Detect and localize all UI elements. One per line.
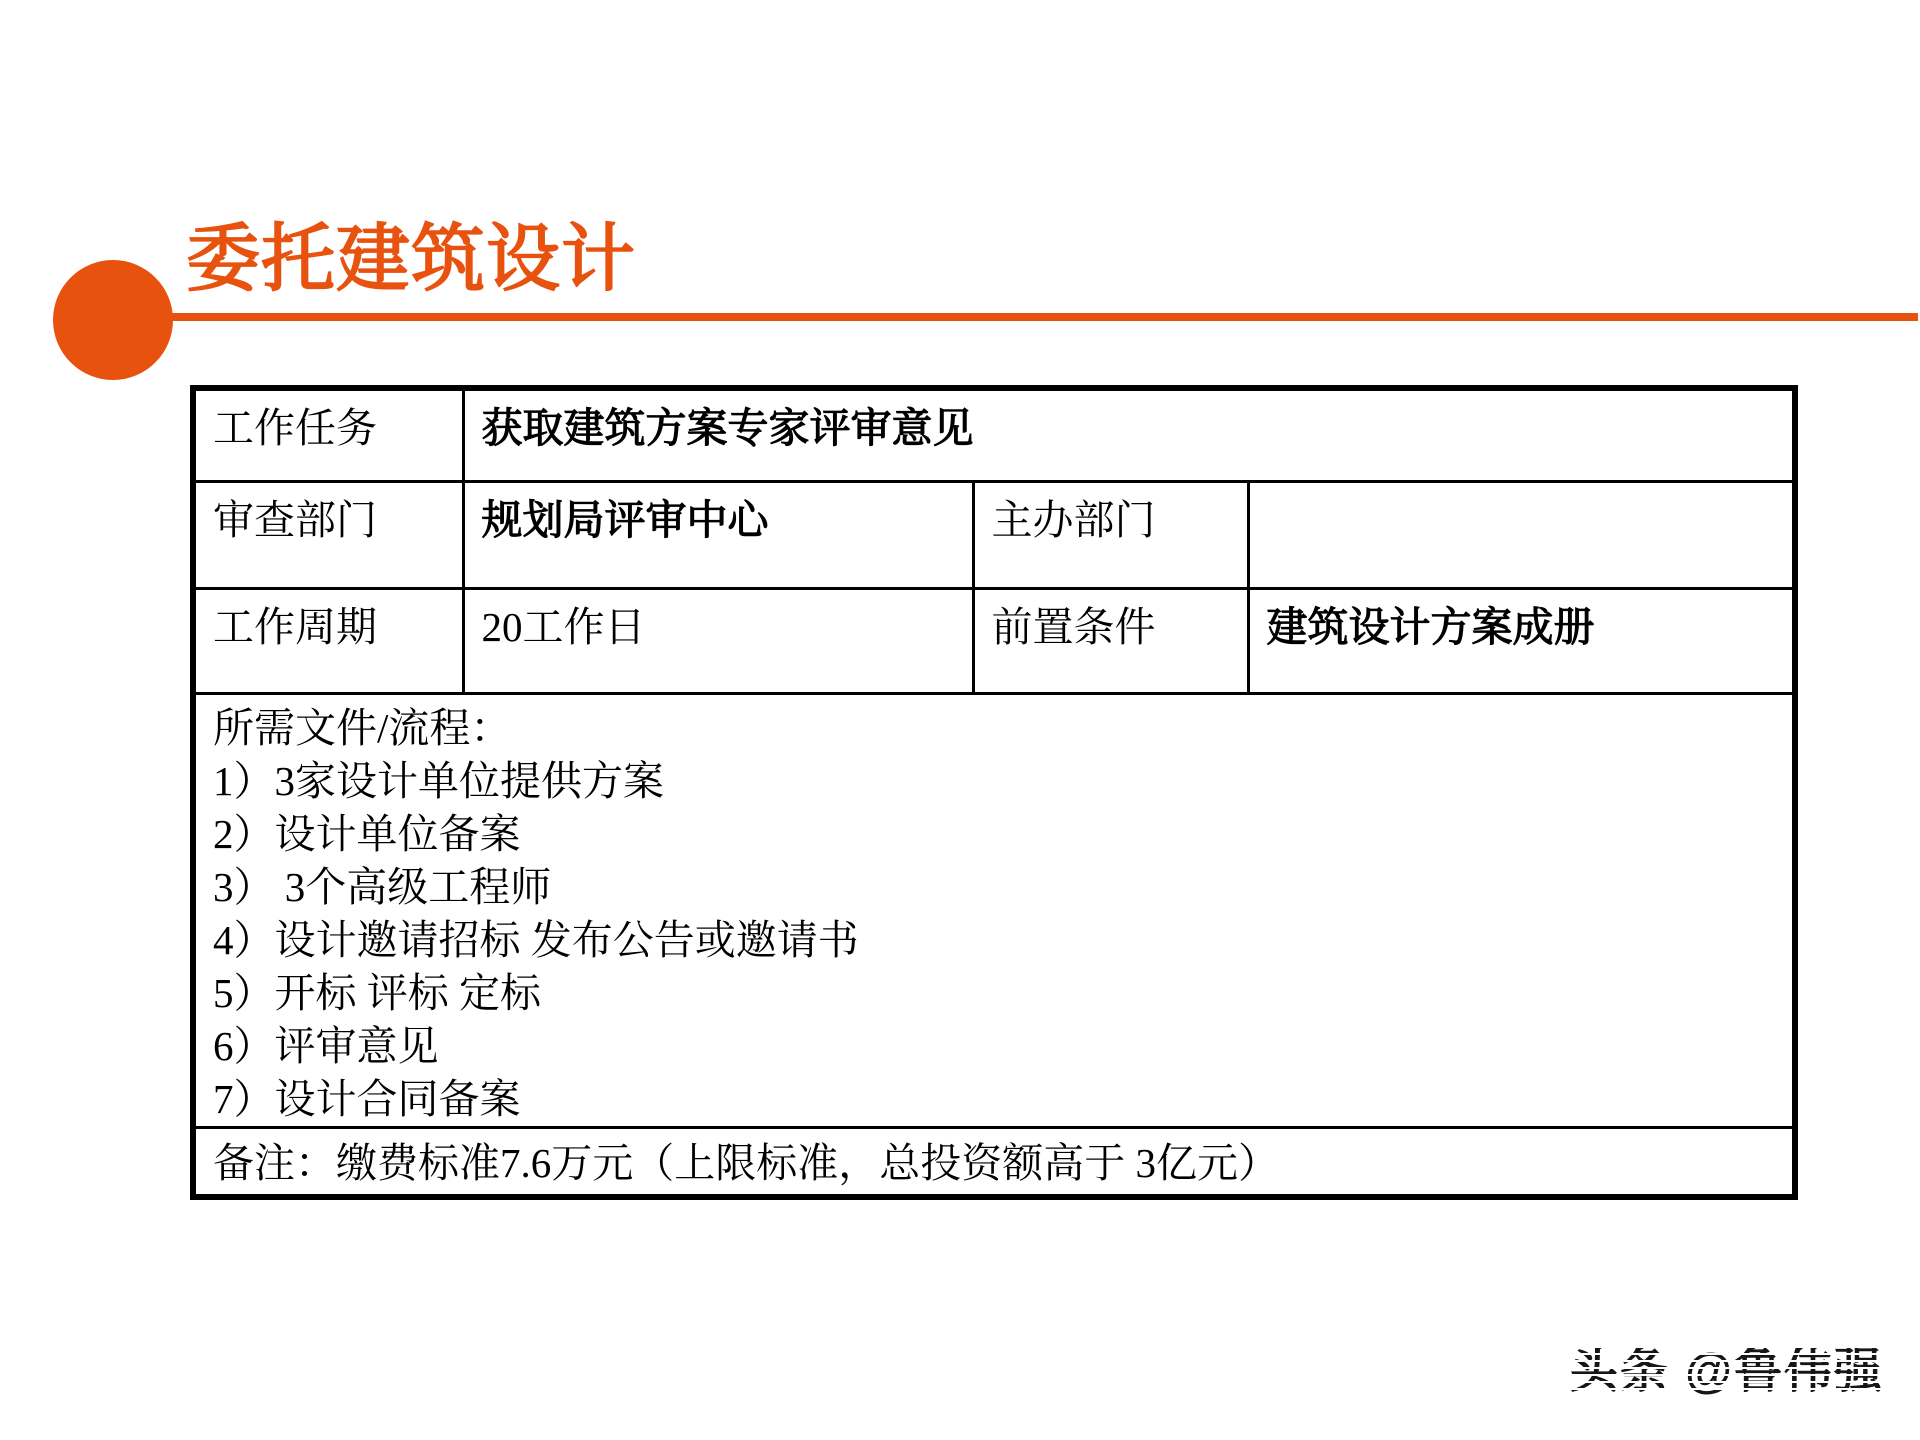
page-title: 委托建筑设计 [186, 217, 636, 300]
table-row-departments [193, 481, 1795, 588]
note-cell: 备注：缴费标准7.6万元（上限标准，总投资额高于 3亿元） [193, 1127, 1795, 1197]
work-period-value: 20工作日 [463, 588, 973, 693]
task-value: 获取建筑方案专家评审意见 [463, 388, 1795, 481]
review-dept-value: 规划局评审中心 [463, 481, 973, 588]
review-dept-label: 审查部门 [193, 481, 463, 588]
documents-header: 所需文件/流程： [213, 704, 512, 751]
documents-cell [193, 693, 1795, 1127]
document-item: 3） 3个高级工程师 [213, 863, 552, 910]
document-item: 6）评审意见 [213, 1022, 439, 1069]
document-item: 7）设计合同备案 [213, 1075, 521, 1122]
document-item: 1）3家设计单位提供方案 [213, 757, 664, 804]
table-row-note [193, 1127, 1795, 1197]
document-item: 2）设计单位备案 [213, 810, 521, 857]
host-dept-value [1248, 481, 1795, 588]
host-dept-label: 主办部门 [973, 481, 1248, 588]
table-row-period [193, 588, 1795, 693]
task-label: 工作任务 [193, 388, 463, 481]
precondition-label: 前置条件 [973, 588, 1248, 693]
table-row-task [193, 388, 1795, 481]
precondition-value: 建筑设计方案成册 [1248, 588, 1795, 693]
document-item: 4）设计邀请招标 发布公告或邀请书 [213, 916, 859, 963]
watermark: 头条 @鲁伟强 [1569, 1345, 1884, 1398]
work-period-label: 工作周期 [193, 588, 463, 693]
document-item: 5）开标 评标 定标 [213, 969, 541, 1016]
title-underline-rule [113, 313, 1918, 321]
table-row-documents [193, 693, 1795, 1127]
title-bullet-circle [53, 260, 173, 380]
info-table [190, 385, 1798, 1200]
